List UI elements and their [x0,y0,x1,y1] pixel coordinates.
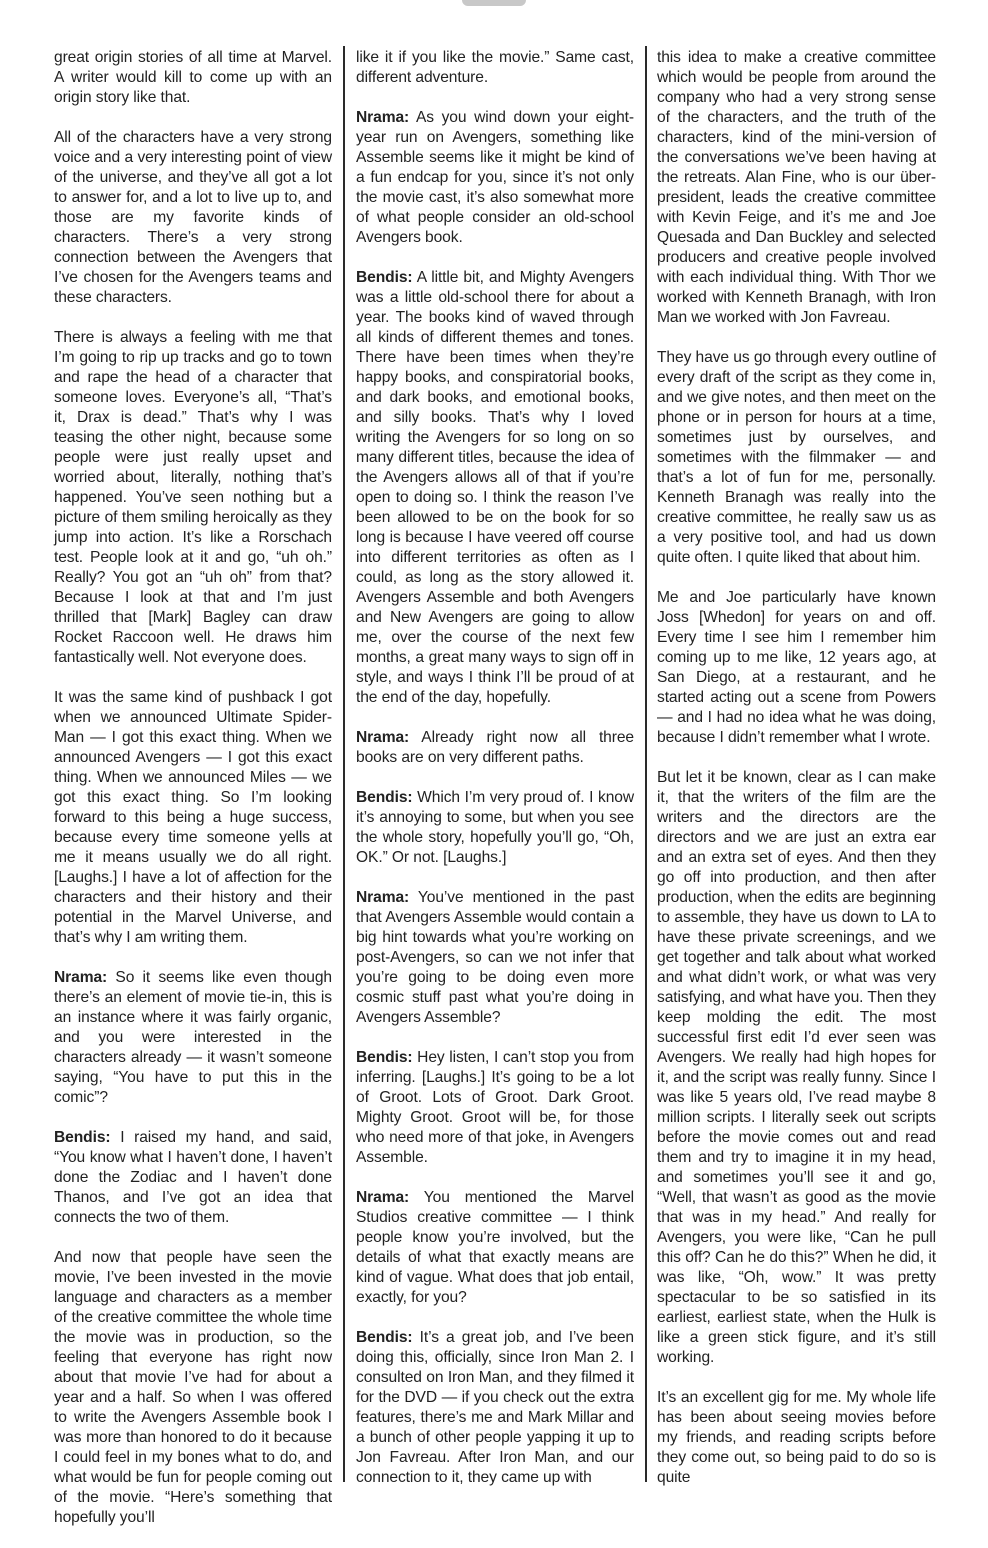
paragraph-text: All of the characters have a very strong voice and a very interesting point of view of the universe, and they’ve all got a lot to answer for, and a lot to live up to, and those are my favorite kinds of characters. There’s a very strong connection between the Avengers that I’ve chosen for the Avengers teams and these characters. [54,129,332,306]
paragraph [657,588,936,748]
paragraph-text: A little bit, and Mighty Avengers was a little old-school there for about a year. The books kind of waved through all kinds of different themes and tones. There have been times when they’re happy books, and conspiratorial books, and dark books, and emotional books, and silly books. That’s why I loved writing the Avengers for so long on so many different titles, because the idea of the Avengers allows all of that if you’re open to doing so. I think the reason I’ve been allowed to be on the book for so long is because I have veered off course into different territories as often as I could, as long as the story allowed it. Avengers Assemble and both Avengers and New Avengers are going to allow me, over the course of the next few months, a great many ways to sign off in style, and ways I think I’ll be proud of at the end of the day, hopefully. [356,269,634,706]
speaker-label: Bendis: [356,1049,413,1066]
paragraph-text: As you wind down your eight-year run on Avengers, something like Assemble seems like it might be kind of a fun endcap for you, since it’s not only the movie cast, it’s also somewhat more of what people consider an old-school Avengers book. [356,109,634,246]
paragraph [657,348,936,568]
paragraph-text: Me and Joe particularly have known Joss [Whedon] for years on and off. Every time I see him I remember him coming up to me like, 12 years ago, at San Diego, at a restaurant, and he started acting out a scene from Powers — and I had no idea what he was doing, because I didn’t remember what I wrote. [657,589,936,746]
paragraph-text: You’ve mentioned in the past that Avengers Assemble would contain a big hint towards what you’re working on post-Avengers, so can we not infer that you’re going to be doing even more cosmic stuff past what you’re doing in Avengers Assemble? [356,889,635,1026]
paragraph-text: great origin stories of all time at Marvel. A writer would kill to come up with an origin story like that. [54,49,332,106]
paragraph-text: like it if you like the movie.” Same cast, different adventure. [356,49,634,86]
paragraph [356,1188,634,1308]
page-top-marker [462,0,526,6]
paragraph [657,768,936,1368]
paragraph-text: this idea to make a creative committee which would be people from around the company who had a very strong sense of the characters, and the truth of the characters, kind of the mini-version of the conversations we’ve been having at the retreats. Alan Fine, who is our über-president, leads the creative committee with Kevin Feige, and it’s me and Joe Quesada and Dan Buckley and selected producers and creative people involved with each individual thing. With Thor we worked with Kenneth Branagh, with Iron Man we worked with Jon Favreau. [657,49,936,326]
column-divider [343,46,345,1482]
paragraph [356,788,634,868]
speaker-label: Nrama: [356,889,410,906]
paragraph [54,328,332,668]
paragraph [54,1128,332,1228]
paragraph-text: It’s an excellent gig for me. My whole life has been about seeing movies before my friends, and reading scripts before they come out, so being paid to do so is quite [657,1389,936,1486]
paragraph [356,268,634,708]
column-1 [54,48,332,1548]
paragraph-text: There is always a feeling with me that I’m going to rip up tracks and go to town and rape the head of a character that someone loves. Everyone’s all, “That’s it, Drax is dead.” That’s why I was teasing the other night, because some people were just really upset and worried about, literally, nothing that’s happened. You’ve seen nothing but a picture of them smiling heroically as they jump into action. It’s like a Rorschach test. People look at it and go, “uh oh.” Really? You got an “uh oh” from that? Because I look at that and I’m just thrilled that [Mark] Bagley can draw Rocket Raccoon well. He draws him fantastically well. Not everyone does. [54,329,332,666]
paragraph [54,128,332,308]
paragraph-text: Already right now all three books are on very different paths. [356,729,634,766]
paragraph [356,888,634,1028]
paragraph-text: So it seems like even though there’s an element of movie tie-in, this is an instance where it was fairly organic, and you were interested in the characters already — it wasn’t someone saying, “You have to put this in the comic”? [54,969,332,1106]
speaker-label: Bendis: [356,269,413,286]
paragraph [356,1048,634,1168]
paragraph-text: It’s a great job, and I’ve been doing this, officially, since Iron Man 2. I consulted on Iron Man, and they filmed it for the DVD — if you check out the extra features, there’s me and Mark Millar and a bunch of other people yapping it up to Jon Favreau. After Iron Man, and our connection to it, they came up with [356,1329,635,1486]
speaker-label: Bendis: [356,789,413,806]
paragraph [356,1328,634,1488]
paragraph [356,108,634,248]
paragraph [54,968,332,1108]
column-3 [657,48,936,1508]
paragraph [657,48,936,328]
speaker-label: Nrama: [356,1189,410,1206]
speaker-label: Nrama: [54,969,108,986]
column-2 [356,48,634,1508]
paragraph [356,728,634,768]
speaker-label: Bendis: [356,1329,413,1346]
paragraph [54,48,332,108]
paragraph-text: Hey listen, I can’t stop you from inferring. [Laughs.] It’s going to be a lot of Groot. Lots of Groot. Dark Groot. Mighty Groot. Groot will be, for those who need more of that joke, in Avengers Assemble. [356,1049,634,1166]
speaker-label: Nrama: [356,729,410,746]
paragraph-text: I raised my hand, and said, “You know what I haven’t done, I haven’t done the Zodiac and I haven’t done Thanos, and I’ve got an idea that connects the two of them. [54,1129,332,1226]
speaker-label: Nrama: [356,109,410,126]
paragraph [356,48,634,88]
column-divider [645,46,647,1482]
paragraph [54,1248,332,1528]
paragraph-text: It was the same kind of pushback I got when we announced Ultimate Spider-Man — I got this exact thing. When we announced Avengers — I got this exact thing. When we announced Miles — we got this exact thing. So I’m looking forward to this being a huge success, because every time someone yells at me it means usually we do all right. [Laughs.] I have a lot of affection for the characters and their history and their potential in the Marvel Universe, and that’s why I am writing them. [54,689,332,946]
paragraph [54,688,332,948]
paragraph-text: They have us go through every outline of every draft of the script as they come in, and we give notes, and then meet on the phone or in person for hours at a time, sometimes just by ourselves, and sometimes with the filmmaker — and that’s a lot of fun for me, personally. Kenneth Branagh was really into the creative committee, he really saw us as a very positive tool, and had us down quite often. I quite liked that about him. [657,349,936,566]
paragraph-text: Which I’m very proud of. I know it’s annoying to some, but when you see the whole story, hopefully you’ll go, “Oh, OK.” Or not. [Laughs.] [356,789,635,866]
paragraph [657,1388,936,1488]
paragraph-text: You mentioned the Marvel Studios creative committee — I think people know you’re involved, but the details of what that exactly means are kind of vague. What does that job entail, exactly, for you? [356,1189,635,1306]
paragraph-text: And now that people have seen the movie, I’ve been invested in the movie language and characters as a member of the creative committee the whole time the movie was in production, so the feeling that everyone has right now about that movie I’ve had for about a year and a half. So when I was offered to write the Avengers Assemble book I was more than honored to do it because I could feel in my bones what to do, and what would be fun for people coming out of the movie. “Here’s something that hopefully you’ll [54,1249,332,1526]
paragraph-text: But let it be known, clear as I can make it, that the writers of the film are the writers and the directors are the directors and we are just an extra ear and an extra set of eyes. And then they go off into production, and then after production, when the edits are beginning to assemble, they have us down to LA to have these private screenings, and we get together and talk about what worked and what didn’t work, or what was very satisfying, and what have you. Then they keep molding the edit. The most successful first edit I’d ever seen was Avengers. We really had high hopes for it, and the script was really funny. Since I was like 5 years old, I’ve read maybe 8 million scripts. I literally seek out scripts before the movie comes out and read them and try to imagine it in my head, and sometimes you’ll see it and go, “Well, that wasn’t as good as the movie that was in my head.” And really for Avengers, you were like, “Can he pull this off? Can he do this?” When he did, it was like, “Oh, wow.” It was pretty spectacular to be so satisfied in its earliest, earliest state, when the Hulk is like a green stick figure, and it’s still working. [657,769,936,1366]
speaker-label: Bendis: [54,1129,111,1146]
